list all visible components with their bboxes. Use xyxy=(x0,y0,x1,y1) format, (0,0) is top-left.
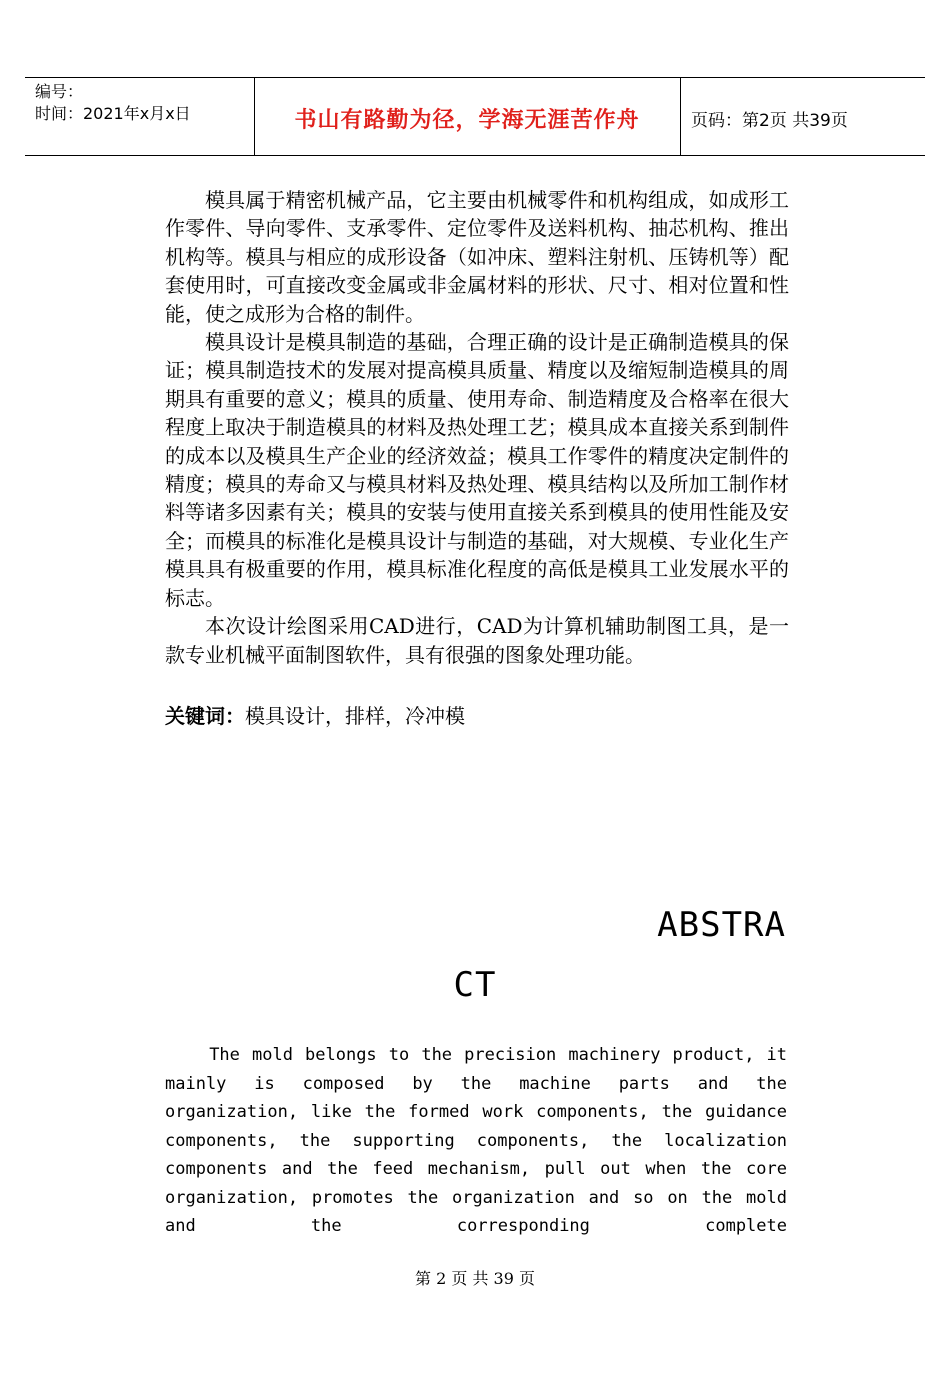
document-time-label: 时间：2021年x月x日 xyxy=(35,104,191,123)
header-page-info: 页码：第2页 共39页 xyxy=(691,111,848,131)
header-meta xyxy=(35,81,191,125)
cn-paragraph-2: 模具设计是模具制造的基础，合理正确的设计是正确制造模具的保证；模具制造技术的发展对提高模具质量、精度以及缩短制造模具的周期具有重要的意义；模具的质量、使用寿命、制造精度及合格率在很大程度上取决于制造模具的材料及热处理工艺；模具成本直接关系到制件的成本以及模具生产企业的经济效益；模具工作零件的精度决定制件的精度；模具的寿命又与模具材料及热处理、模具结构以及所加工制作材料等诸多因素有关；模具的安装与使用直接关系到模具的使用性能及安全；而模具的标准化是模具设计与制造的基础，对大规模、专业化生产模具具有极重要的作用，模具标准化程度的高低是模具工业发展水平的标志。 xyxy=(165,330,789,610)
document-number-label: 编号： xyxy=(35,82,84,101)
cn-paragraph-1: 模具属于精密机械产品，它主要由机械零件和机构组成，如成形工作零件、导向零件、支承零件、定位零件及送料机构、抽芯机构、推出机构等。模具与相应的成形设备（如冲床、塑料注射机、压铸机等）配套使用时，可直接改变金属或非金属材料的形状、尺寸、相对位置和性能，使之成形为合格的制件。 xyxy=(165,188,789,326)
page-footer: 第 2 页 共 39 页 xyxy=(415,1269,535,1288)
keywords-text: 模具设计，排样，冷冲模 xyxy=(245,704,465,728)
keywords-line xyxy=(165,700,465,729)
cn-paragraph-3: 本次设计绘图采用CAD进行，CAD为计算机辅助制图工具，是一款专业机械平面制图软件，具有很强的图象处理功能。 xyxy=(165,614,789,667)
keywords-label: 关键词： xyxy=(165,704,245,728)
header-rule-top xyxy=(25,77,925,78)
header-divider-right xyxy=(680,77,681,156)
header-motto: 书山有路勤为径，学海无涯苦作舟 xyxy=(294,108,640,133)
header-rule-bottom xyxy=(25,155,925,156)
abstract-heading-part2: CT xyxy=(453,965,497,1005)
english-abstract-body xyxy=(165,1041,787,1241)
abstract-heading-part1: ABSTRA xyxy=(657,905,786,945)
chinese-abstract-body xyxy=(165,186,789,669)
en-paragraph-1: The mold belongs to the precision machinery product, it mainly is composed by the machine parts and the organization, like the formed work components, the guidance components, the supporting components, the localization components and the feed mechanism, pull out when the core organization, promotes the organization and so on the mold and the corresponding complete xyxy=(165,1045,787,1236)
